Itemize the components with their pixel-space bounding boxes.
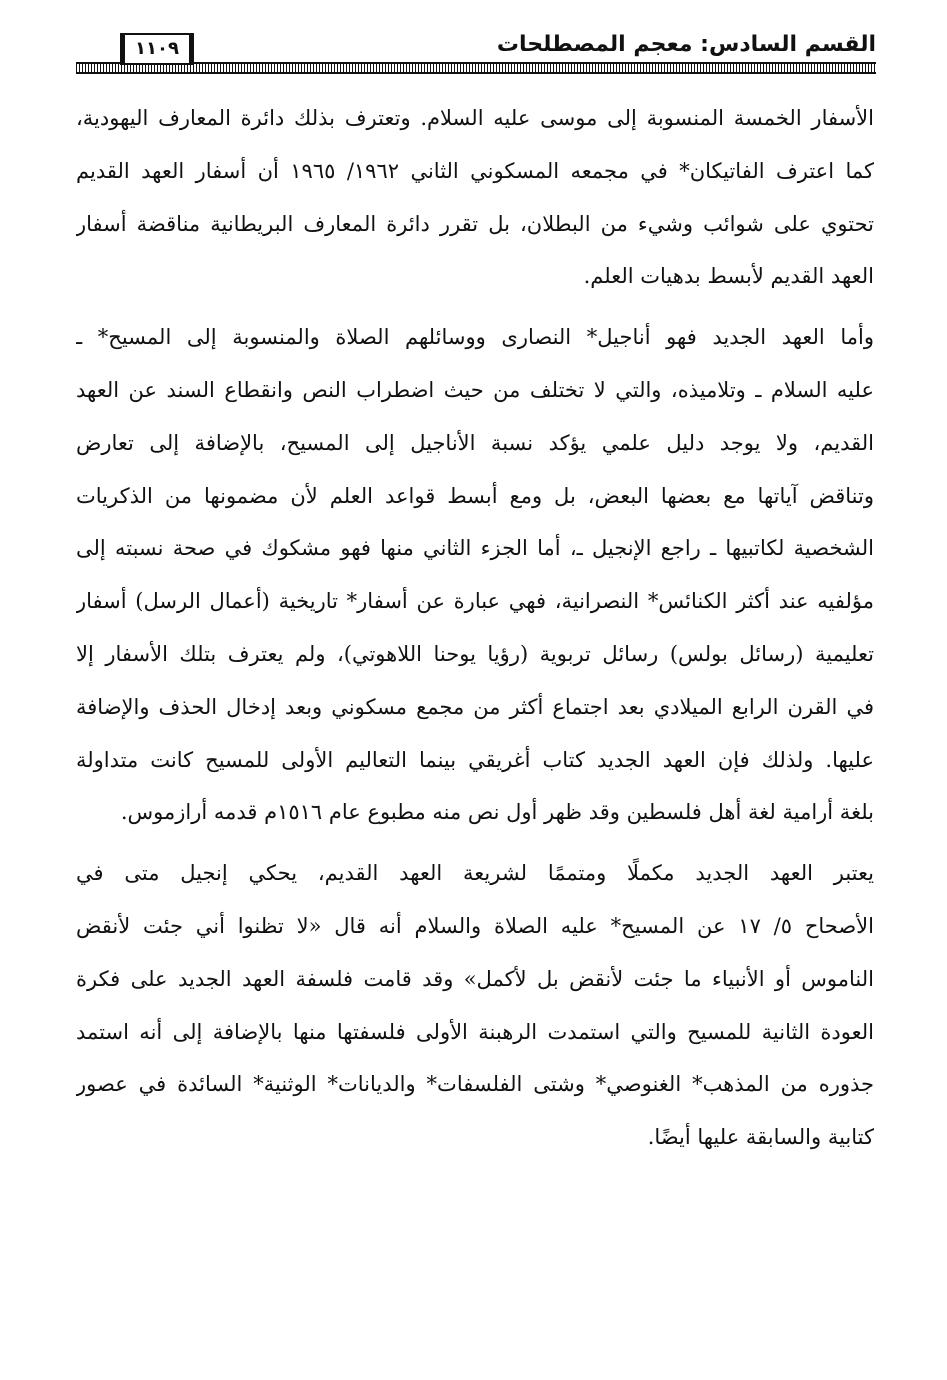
- text-line: العودة الثانية للمسيح والتي استمدت الرهبنة الأولى فلسفتها منها بالإضافة إلى أنه استمد: [76, 1019, 874, 1044]
- text-line: تحتوي على شوائب وشيء من البطلان، بل تقرر دائرة المعارف البريطانية مناقضة أسفار: [76, 211, 874, 236]
- text-line: كتابية والسابقة عليها أيضًا.: [647, 1125, 874, 1150]
- text-line: الأسفار الخمسة المنسوبة إلى موسى عليه السلام. وتعترف بذلك دائرة المعارف اليهودية،: [76, 106, 874, 130]
- paragraph-1: [76, 92, 874, 303]
- text-line: العهد القديم لأبسط بدهيات العلم.: [583, 264, 874, 289]
- text-line: الناموس أو الأنبياء ما جئت لأنقض بل لأكمل» وقد قامت فلسفة العهد الجديد على فكرة: [76, 966, 874, 991]
- section-title: القسم السادس: معجم المصطلحات: [496, 32, 876, 57]
- text-line: كما اعترف الفاتيكان* في مجمعه المسكوني الثاني ١٩٦٢/ ١٩٦٥ أن أسفار العهد القديم: [76, 158, 874, 183]
- text-line: القديم، ولا يوجد دليل علمي يؤكد نسبة الأناجيل إلى المسيح، بالإضافة إلى تعارض: [76, 430, 874, 455]
- text-line: عليها. ولذلك فإن العهد الجديد كتاب أغريقي بينما التعاليم الأولى للمسيح كانت متداولة: [76, 747, 874, 772]
- text-line: الشخصية لكاتبيها ـ راجع الإنجيل ـ، أما الجزء الثاني منها فهو مشكوك في صحة نسبته إلى: [76, 536, 874, 561]
- paragraph-gap: [76, 303, 874, 311]
- page-number: ١١٠٩: [120, 33, 194, 65]
- paragraph-gap: [76, 839, 874, 847]
- header-rule: [76, 62, 876, 74]
- text-line: وتناقض آياتها مع بعضها البعض، بل ومع أبسط قواعد العلم لأن مضمونها من الذكريات: [76, 483, 874, 508]
- text-line: يعتبر العهد الجديد مكملًا ومتممًا لشريعة العهد القديم، يحكي إنجيل متى في: [76, 861, 874, 886]
- text-line: عليه السلام ـ وتلاميذه، والتي لا تختلف من حيث اضطراب النص وانقطاع السند عن العهد: [76, 377, 874, 402]
- text-line: بلغة أرامية لغة أهل فلسطين وقد ظهر أول نص منه مطبوع عام ١٥١٦م قدمه أرازموس.: [120, 800, 874, 825]
- body-text: [76, 92, 874, 1164]
- text-line: في القرن الرابع الميلادي بعد اجتماع أكثر من مجمع مسكوني وبعد إدخال الحذف والإضافة: [76, 694, 874, 719]
- text-line: جذوره من المذهب* الغنوصي* وشتى الفلسفات* والديانات* الوثنية* السائدة في عصور: [76, 1072, 874, 1097]
- text-line: وأما العهد الجديد فهو أناجيل* النصارى ووسائلهم الصلاة والمنسوبة إلى المسيح* ـ: [76, 325, 874, 350]
- paragraph-2: [76, 311, 874, 839]
- paragraph-3: [76, 847, 874, 1164]
- text-line: تعليمية (رسائل بولس) رسائل تربوية (رؤيا يوحنا اللاهوتي)، ولم يعترف بتلك الأسفار إلا: [76, 641, 874, 666]
- page-header: [76, 28, 876, 74]
- text-line: مؤلفيه عند أكثر الكنائس* النصرانية، فهي عبارة عن أسفار* تاريخية (أعمال الرسل) أسفار: [76, 589, 874, 614]
- text-line: الأصحاح ٥/ ١٧ عن المسيح* عليه الصلاة والسلام أنه قال «لا تظنوا أني جئت لأنقض: [76, 913, 874, 938]
